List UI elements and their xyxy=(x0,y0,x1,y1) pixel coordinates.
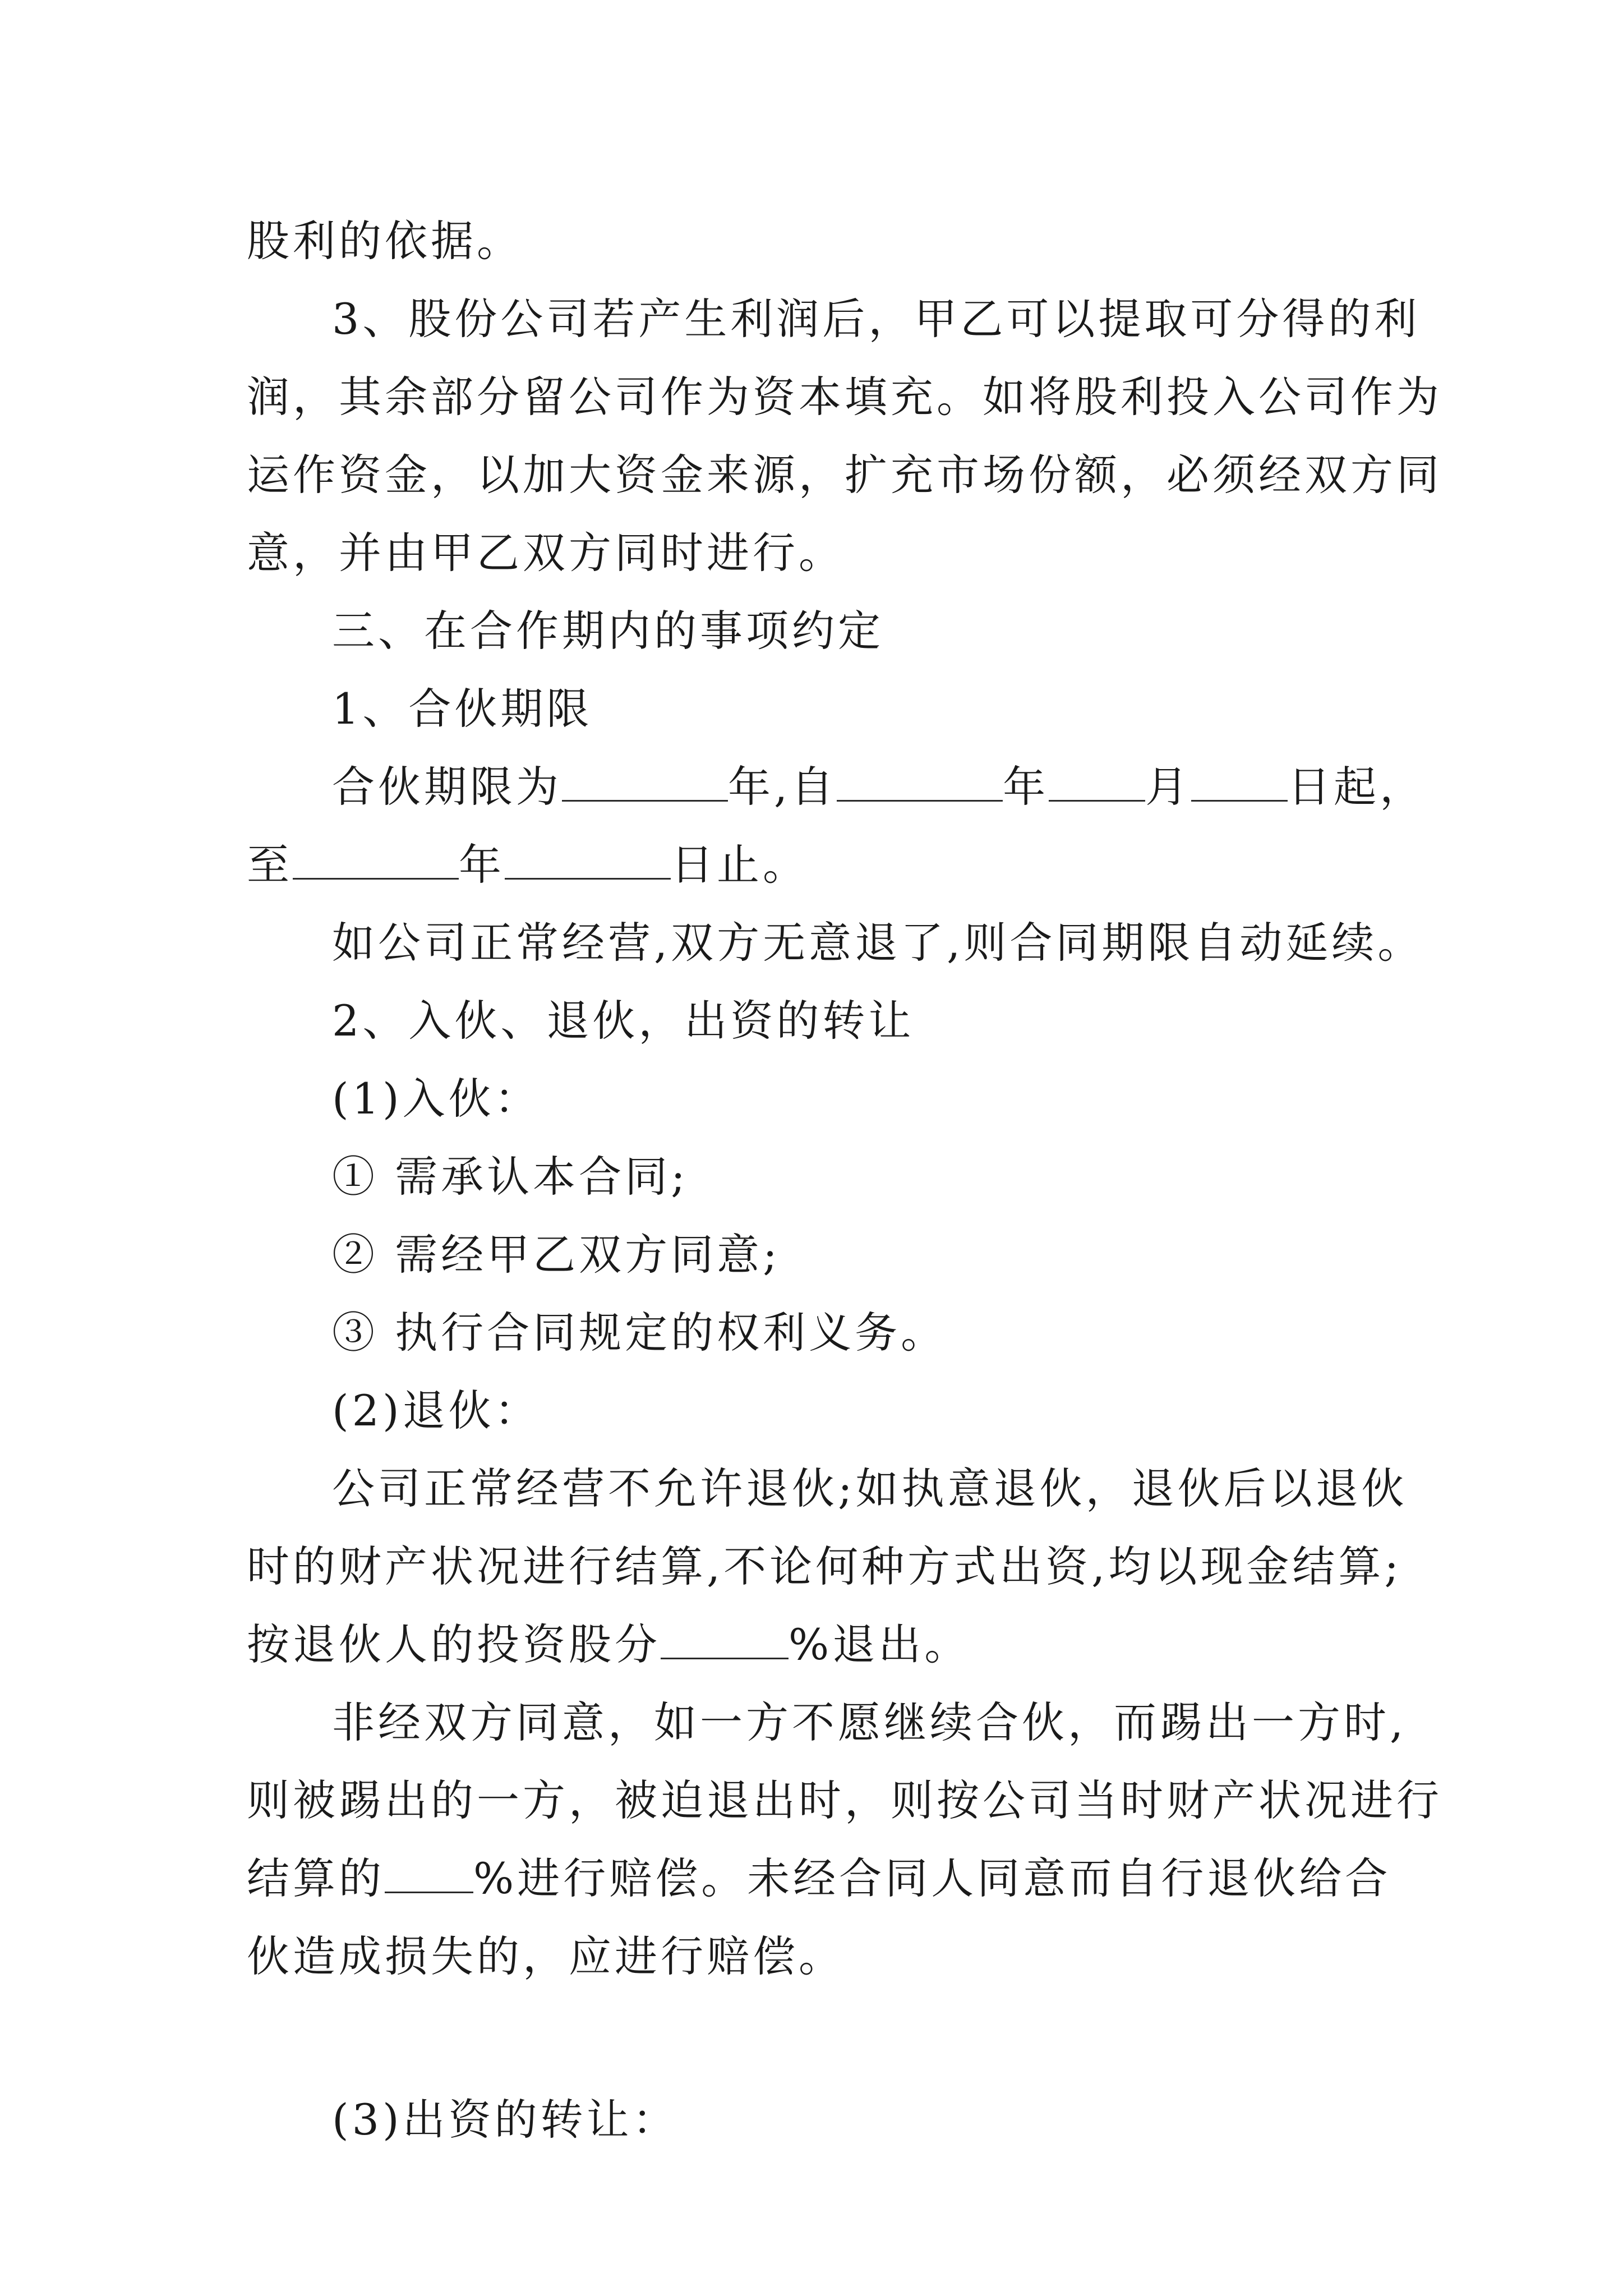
fill-blank-start-month[interactable] xyxy=(1049,758,1145,802)
term-end-line xyxy=(247,826,1380,904)
fill-blank-start-year[interactable] xyxy=(837,758,1003,802)
term-label: 合伙期限为 xyxy=(332,762,562,812)
subsection-heading: 2、入伙、退伙，出资的转让 xyxy=(332,996,915,1046)
withdrawal-percent-line xyxy=(247,1605,1380,1683)
text-line: 公司正常经营不允许退伙;如执意退伙，退伙后以退伙 xyxy=(332,1464,1408,1513)
fill-blank-withdrawal-percent[interactable] xyxy=(661,1616,789,1659)
list-item: ② 需经甲乙双方同意; xyxy=(332,1230,781,1280)
text-line: 润，其余部分留公司作为资本填充。如将股利投入公司作为 xyxy=(247,372,1442,422)
item-heading: (3)出资的转让： xyxy=(332,2095,679,2145)
term-text: %进行赔偿。未经合同人同意而自行退伙给合 xyxy=(473,1853,1391,1903)
fill-blank-end-year[interactable] xyxy=(293,836,459,880)
term-text: 日起， xyxy=(1288,762,1426,812)
list-item: ① 需承认本合同; xyxy=(332,1152,689,1202)
fill-blank-compensation-percent[interactable] xyxy=(385,1850,473,1893)
term-text: 按退伙人的投资股分 xyxy=(247,1619,661,1669)
spacer xyxy=(247,1995,1380,2081)
item-heading: (2)退伙： xyxy=(332,1386,541,1435)
section-heading: 三、在合作期内的事项约定 xyxy=(332,606,884,656)
text-line: 则被踢出的一方，被迫退出时，则按公司当时财产状况进行 xyxy=(247,1775,1442,1825)
text-line: 如公司正常经营,双方无意退了,则合同期限自动延续。 xyxy=(332,918,1424,968)
text-line: 运作资金，以加大资金来源，扩充市场份额，必须经双方同 xyxy=(247,450,1442,500)
term-text: 年 xyxy=(1003,762,1049,812)
list-item: ③ 执行合同规定的权利义务。 xyxy=(332,1308,947,1358)
text-line: 非经双方同意，如一方不愿继续合伙，而踢出一方时, xyxy=(332,1697,1407,1747)
term-line xyxy=(247,748,1426,826)
fill-blank-start-day[interactable] xyxy=(1191,758,1288,802)
term-text: 年 xyxy=(459,840,505,890)
term-text: %退出。 xyxy=(789,1619,971,1669)
text-line: 伙造成损失的，应进行赔偿。 xyxy=(247,1931,845,1981)
text-line: 意，并由甲乙双方同时进行。 xyxy=(247,528,845,578)
text-line: 股利的依据。 xyxy=(247,216,523,266)
term-text: 年,自 xyxy=(728,762,837,812)
text-line: 时的财产状况进行结算,不论何种方式出资,均以现金结算; xyxy=(247,1542,1402,1591)
subsection-heading: 1、合伙期限 xyxy=(332,684,593,734)
document-body xyxy=(247,202,1442,2159)
term-text: 结算的 xyxy=(247,1853,385,1903)
compensation-percent-line xyxy=(247,1839,1391,1917)
term-text: 至 xyxy=(247,840,293,890)
fill-blank-years[interactable] xyxy=(562,758,728,802)
paragraph-clause-3: 3、股份公司若产生利润后，甲乙可以提取可分得的利 xyxy=(332,294,1421,344)
fill-blank-end-day[interactable] xyxy=(505,836,671,880)
term-text: 月 xyxy=(1145,762,1192,812)
term-text: 日止。 xyxy=(671,840,809,890)
item-heading: (1)入伙： xyxy=(332,1074,541,1124)
